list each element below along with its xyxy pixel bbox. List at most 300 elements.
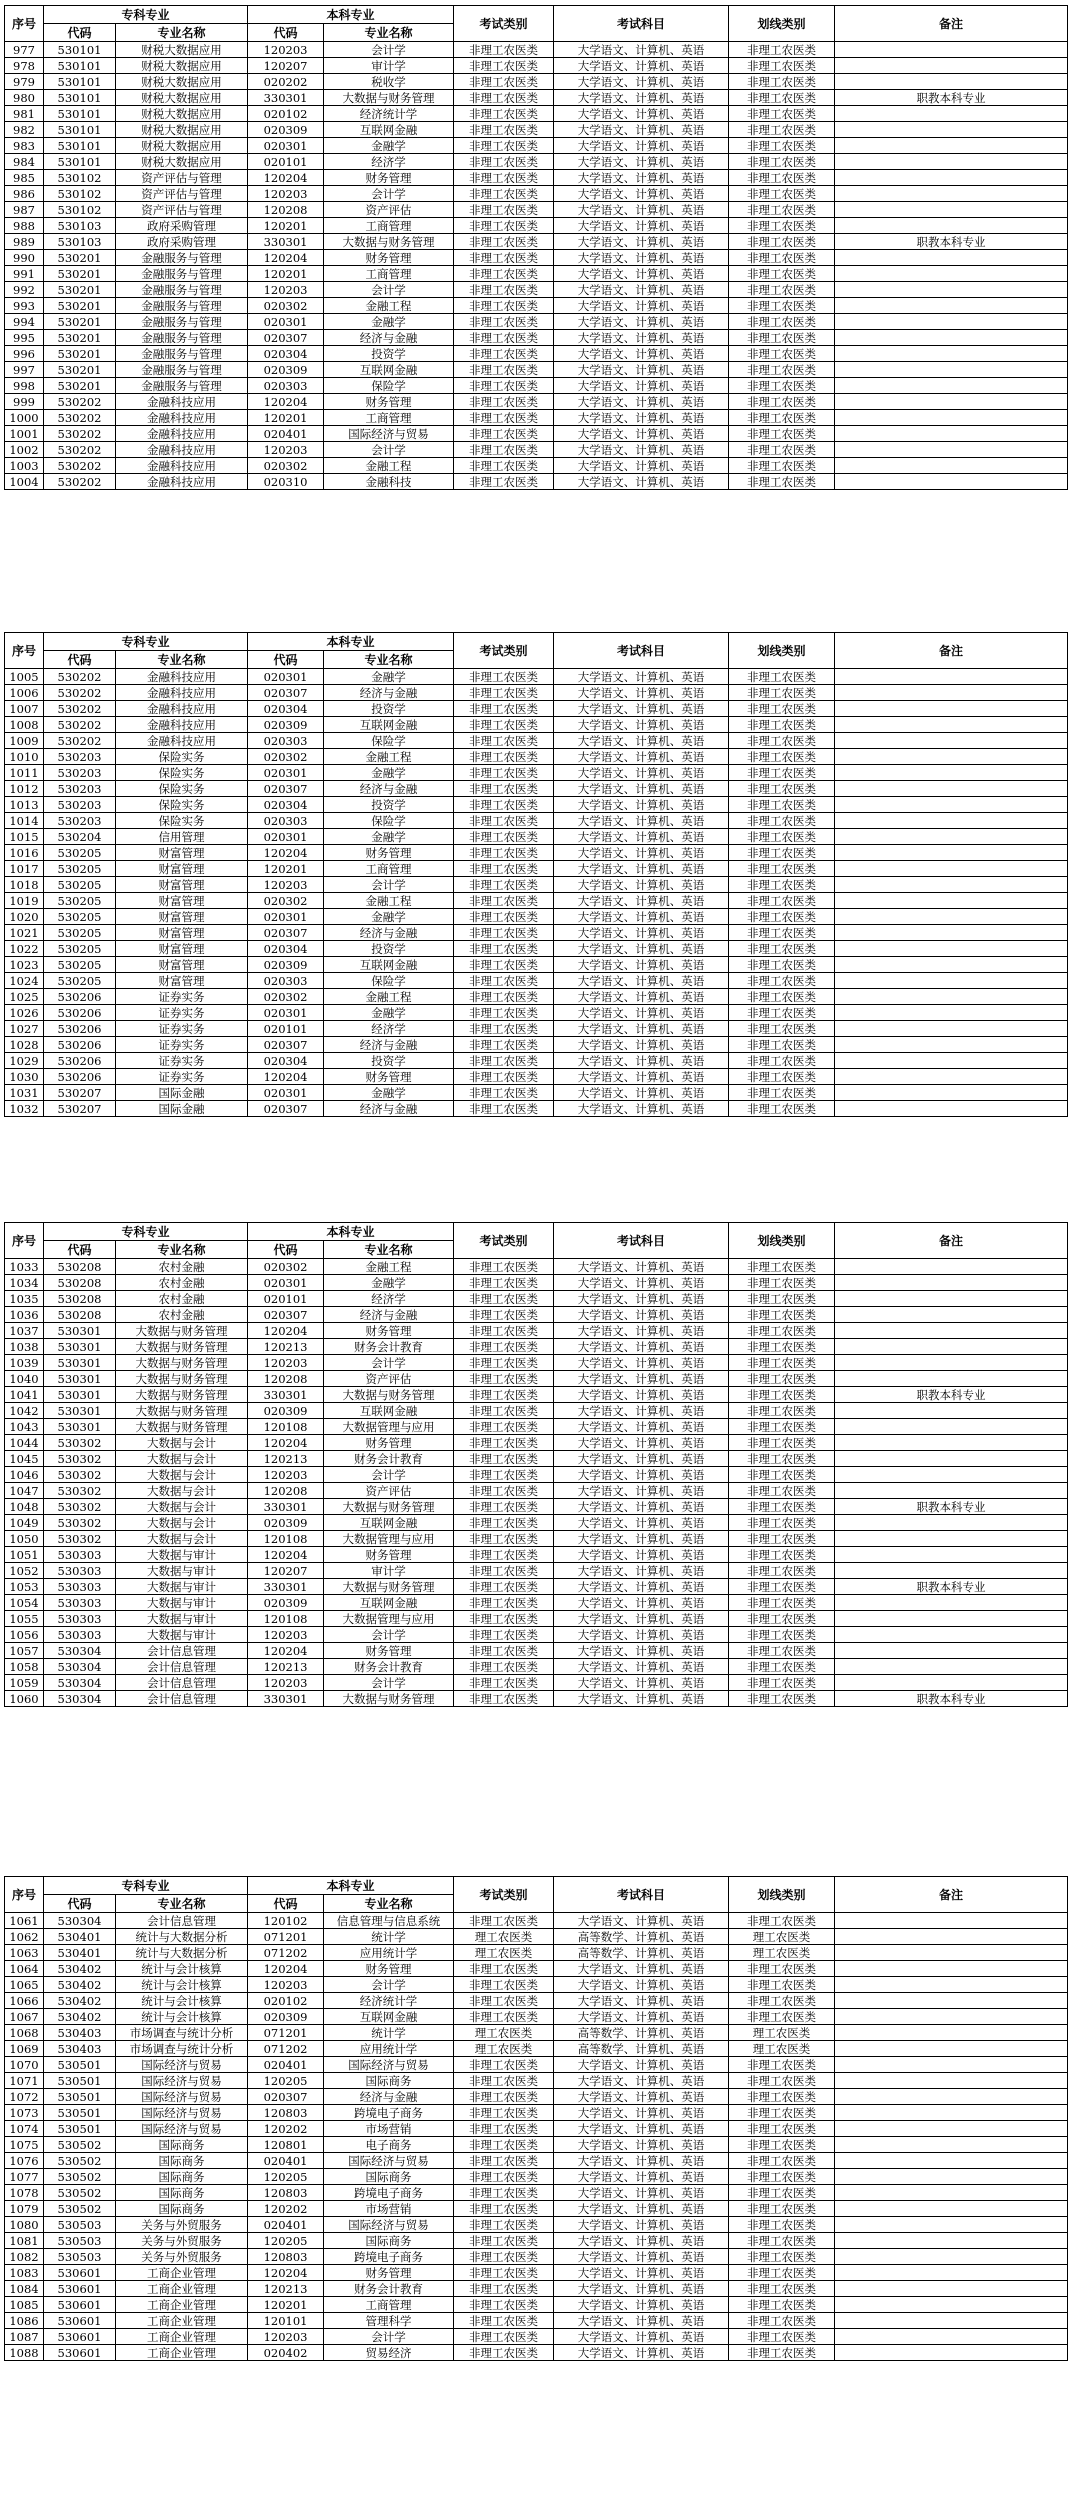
- bk-name-cell: 管理科学: [324, 2313, 454, 2329]
- bk-name-cell: 国际经济与贸易: [324, 2057, 454, 2073]
- zk-code-cell: 530303: [44, 1547, 116, 1563]
- bk-name-cell: 财务会计教育: [324, 1451, 454, 1467]
- line-type-cell: 非理工农医类: [729, 42, 835, 58]
- bk-code-cell: 120213: [248, 1451, 324, 1467]
- zk-code-cell: 530103: [44, 218, 116, 234]
- line-type-cell: 非理工农医类: [729, 989, 835, 1005]
- header-benke: 本科专业: [248, 1223, 454, 1241]
- seq-cell: 1056: [5, 1627, 44, 1643]
- seq-cell: 1005: [5, 669, 44, 685]
- zk-name-cell: 财富管理: [116, 845, 248, 861]
- bk-code-cell: 020303: [248, 378, 324, 394]
- remark-cell: [835, 1307, 1068, 1323]
- seq-cell: 1033: [5, 1259, 44, 1275]
- zk-name-cell: 大数据与会计: [116, 1531, 248, 1547]
- zk-code-cell: 530206: [44, 1069, 116, 1085]
- line-type-cell: 非理工农医类: [729, 1643, 835, 1659]
- line-type-cell: 理工农医类: [729, 2025, 835, 2041]
- zk-code-cell: 530206: [44, 1021, 116, 1037]
- zk-code-cell: 530202: [44, 426, 116, 442]
- bk-name-cell: 大数据与财务管理: [324, 1499, 454, 1515]
- seq-cell: 1062: [5, 1929, 44, 1945]
- exam-type-cell: 非理工农医类: [454, 2249, 554, 2265]
- remark-cell: 职教本科专业: [835, 1387, 1068, 1403]
- bk-code-cell: 020101: [248, 154, 324, 170]
- zk-code-cell: 530301: [44, 1419, 116, 1435]
- bk-name-cell: 电子商务: [324, 2137, 454, 2153]
- line-type-cell: 非理工农医类: [729, 1563, 835, 1579]
- zk-name-cell: 证券实务: [116, 1021, 248, 1037]
- seq-cell: 1053: [5, 1579, 44, 1595]
- zk-name-cell: 保险实务: [116, 813, 248, 829]
- exam-type-cell: 非理工农医类: [454, 58, 554, 74]
- table-row: [5, 2153, 1068, 2169]
- line-type-cell: 理工农医类: [729, 1945, 835, 1961]
- bk-name-cell: 金融学: [324, 765, 454, 781]
- table-row: [5, 1595, 1068, 1611]
- zk-code-cell: 530301: [44, 1323, 116, 1339]
- remark-cell: [835, 346, 1068, 362]
- remark-cell: [835, 1659, 1068, 1675]
- line-type-cell: 非理工农医类: [729, 749, 835, 765]
- bk-name-cell: 投资学: [324, 1053, 454, 1069]
- zk-code-cell: 530205: [44, 973, 116, 989]
- remark-cell: [835, 2265, 1068, 2281]
- table-row: [5, 1037, 1068, 1053]
- exam-subjects-cell: 大学语文、计算机、英语: [554, 2073, 729, 2089]
- bk-name-cell: 金融学: [324, 909, 454, 925]
- line-type-cell: 非理工农医类: [729, 2009, 835, 2025]
- zk-code-cell: 530303: [44, 1595, 116, 1611]
- table-row: [5, 154, 1068, 170]
- table-row: [5, 989, 1068, 1005]
- exam-subjects-cell: 大学语文、计算机、英语: [554, 2169, 729, 2185]
- bk-code-cell: 020301: [248, 1275, 324, 1291]
- exam-type-cell: 非理工农医类: [454, 2057, 554, 2073]
- header-bk-name: 专业名称: [324, 651, 454, 669]
- table-row: [5, 1961, 1068, 1977]
- table-row: [5, 717, 1068, 733]
- zk-code-cell: 530205: [44, 909, 116, 925]
- seq-cell: 1036: [5, 1307, 44, 1323]
- zk-code-cell: 530302: [44, 1531, 116, 1547]
- line-type-cell: 非理工农医类: [729, 877, 835, 893]
- bk-name-cell: 国际商务: [324, 2233, 454, 2249]
- table-row: [5, 1085, 1068, 1101]
- table-row: [5, 1101, 1068, 1117]
- bk-name-cell: 保险学: [324, 813, 454, 829]
- zk-code-cell: 530304: [44, 1691, 116, 1707]
- bk-code-cell: 020307: [248, 781, 324, 797]
- seq-cell: 1060: [5, 1691, 44, 1707]
- seq-cell: 980: [5, 90, 44, 106]
- bk-code-cell: 120102: [248, 1913, 324, 1929]
- line-type-cell: 非理工农医类: [729, 122, 835, 138]
- exam-subjects-cell: 大学语文、计算机、英语: [554, 2009, 729, 2025]
- zk-name-cell: 农村金融: [116, 1291, 248, 1307]
- exam-type-cell: 非理工农医类: [454, 298, 554, 314]
- remark-cell: [835, 829, 1068, 845]
- line-type-cell: 非理工农医类: [729, 202, 835, 218]
- bk-name-cell: 互联网金融: [324, 1595, 454, 1611]
- exam-subjects-cell: 大学语文、计算机、英语: [554, 2329, 729, 2345]
- exam-subjects-cell: 大学语文、计算机、英语: [554, 1691, 729, 1707]
- bk-name-cell: 财务管理: [324, 1069, 454, 1085]
- line-type-cell: 非理工农医类: [729, 829, 835, 845]
- seq-cell: 1013: [5, 797, 44, 813]
- remark-cell: [835, 186, 1068, 202]
- table-row: [5, 1355, 1068, 1371]
- table-row: [5, 1643, 1068, 1659]
- bk-name-cell: 应用统计学: [324, 1945, 454, 1961]
- table-row: [5, 2297, 1068, 2313]
- remark-cell: [835, 1547, 1068, 1563]
- zk-name-cell: 资产评估与管理: [116, 186, 248, 202]
- zk-code-cell: 530503: [44, 2249, 116, 2265]
- seq-cell: 1057: [5, 1643, 44, 1659]
- exam-type-cell: 非理工农医类: [454, 2153, 554, 2169]
- bk-code-cell: 330301: [248, 1499, 324, 1515]
- header-zk-name: 专业名称: [116, 1241, 248, 1259]
- seq-cell: 995: [5, 330, 44, 346]
- zk-name-cell: 政府采购管理: [116, 218, 248, 234]
- table-row: [5, 1675, 1068, 1691]
- bk-code-cell: 020304: [248, 941, 324, 957]
- bk-name-cell: 投资学: [324, 701, 454, 717]
- line-type-cell: 非理工农医类: [729, 1961, 835, 1977]
- table-row: [5, 749, 1068, 765]
- zk-name-cell: 国际商务: [116, 2201, 248, 2217]
- zk-name-cell: 金融服务与管理: [116, 346, 248, 362]
- table-row: [5, 829, 1068, 845]
- zk-name-cell: 财富管理: [116, 973, 248, 989]
- line-type-cell: 非理工农医类: [729, 1371, 835, 1387]
- remark-cell: [835, 394, 1068, 410]
- exam-type-cell: 非理工农医类: [454, 1387, 554, 1403]
- zk-name-cell: 工商企业管理: [116, 2345, 248, 2361]
- bk-code-cell: 020301: [248, 829, 324, 845]
- seq-cell: 1069: [5, 2041, 44, 2057]
- table-row: [5, 90, 1068, 106]
- exam-type-cell: 非理工农医类: [454, 2137, 554, 2153]
- seq-cell: 1030: [5, 1069, 44, 1085]
- exam-type-cell: 非理工农医类: [454, 234, 554, 250]
- bk-code-cell: 020307: [248, 2089, 324, 2105]
- line-type-cell: 非理工农医类: [729, 1037, 835, 1053]
- table-row: [5, 1659, 1068, 1675]
- seq-cell: 1007: [5, 701, 44, 717]
- bk-code-cell: 020301: [248, 765, 324, 781]
- bk-code-cell: 020401: [248, 426, 324, 442]
- zk-name-cell: 保险实务: [116, 765, 248, 781]
- line-type-cell: 非理工农医类: [729, 1531, 835, 1547]
- line-type-cell: 非理工农医类: [729, 330, 835, 346]
- line-type-cell: 非理工农医类: [729, 138, 835, 154]
- remark-cell: [835, 1069, 1068, 1085]
- bk-name-cell: 大数据与财务管理: [324, 1691, 454, 1707]
- bk-name-cell: 大数据管理与应用: [324, 1611, 454, 1627]
- zk-name-cell: 农村金融: [116, 1307, 248, 1323]
- exam-subjects-cell: 大学语文、计算机、英语: [554, 1993, 729, 2009]
- header-bk-code: 代码: [248, 1241, 324, 1259]
- zk-name-cell: 会计信息管理: [116, 1659, 248, 1675]
- bk-code-cell: 330301: [248, 234, 324, 250]
- table-row: [5, 2313, 1068, 2329]
- line-type-cell: 非理工农医类: [729, 2265, 835, 2281]
- header-exam-type: 考试类别: [454, 6, 554, 42]
- bk-code-cell: 120108: [248, 1419, 324, 1435]
- zk-name-cell: 大数据与会计: [116, 1483, 248, 1499]
- line-type-cell: 非理工农医类: [729, 298, 835, 314]
- exam-type-cell: 非理工农医类: [454, 765, 554, 781]
- bk-name-cell: 经济与金融: [324, 685, 454, 701]
- table-row: [5, 2281, 1068, 2297]
- exam-type-cell: 非理工农医类: [454, 1547, 554, 1563]
- seq-cell: 1044: [5, 1435, 44, 1451]
- table-row: [5, 2265, 1068, 2281]
- bk-name-cell: 金融学: [324, 669, 454, 685]
- remark-cell: [835, 1403, 1068, 1419]
- seq-cell: 1029: [5, 1053, 44, 1069]
- seq-cell: 1072: [5, 2089, 44, 2105]
- zk-code-cell: 530101: [44, 154, 116, 170]
- exam-subjects-cell: 大学语文、计算机、英语: [554, 58, 729, 74]
- seq-cell: 1006: [5, 685, 44, 701]
- seq-cell: 1045: [5, 1451, 44, 1467]
- remark-cell: [835, 2121, 1068, 2137]
- exam-type-cell: 非理工农医类: [454, 1339, 554, 1355]
- exam-subjects-cell: 大学语文、计算机、英语: [554, 2265, 729, 2281]
- exam-subjects-cell: 大学语文、计算机、英语: [554, 474, 729, 490]
- exam-subjects-cell: 大学语文、计算机、英语: [554, 106, 729, 122]
- zk-code-cell: 530201: [44, 362, 116, 378]
- exam-type-cell: 非理工农医类: [454, 1291, 554, 1307]
- bk-code-cell: 120213: [248, 2281, 324, 2297]
- line-type-cell: 非理工农医类: [729, 1977, 835, 1993]
- zk-code-cell: 530502: [44, 2153, 116, 2169]
- seq-cell: 990: [5, 250, 44, 266]
- bk-name-cell: 互联网金融: [324, 1403, 454, 1419]
- table-row: [5, 1993, 1068, 2009]
- bk-code-cell: 120203: [248, 1355, 324, 1371]
- zk-name-cell: 保险实务: [116, 781, 248, 797]
- remark-cell: [835, 314, 1068, 330]
- bk-name-cell: 财务管理: [324, 1547, 454, 1563]
- table-row: [5, 2025, 1068, 2041]
- remark-cell: [835, 669, 1068, 685]
- bk-code-cell: 020309: [248, 1515, 324, 1531]
- exam-type-cell: 非理工农医类: [454, 2009, 554, 2025]
- zk-code-cell: 530206: [44, 1005, 116, 1021]
- table-row: [5, 234, 1068, 250]
- bk-name-cell: 经济与金融: [324, 1037, 454, 1053]
- remark-cell: [835, 893, 1068, 909]
- exam-subjects-cell: 大学语文、计算机、英语: [554, 1307, 729, 1323]
- table-row: [5, 1483, 1068, 1499]
- seq-cell: 1078: [5, 2185, 44, 2201]
- line-type-cell: 非理工农医类: [729, 2233, 835, 2249]
- zk-name-cell: 国际经济与贸易: [116, 2121, 248, 2137]
- remark-cell: [835, 2169, 1068, 2185]
- zk-code-cell: 530303: [44, 1579, 116, 1595]
- exam-subjects-cell: 大学语文、计算机、英语: [554, 925, 729, 941]
- exam-subjects-cell: 大学语文、计算机、英语: [554, 2217, 729, 2233]
- bk-code-cell: 020302: [248, 989, 324, 1005]
- line-type-cell: 非理工农医类: [729, 2089, 835, 2105]
- zk-name-cell: 大数据与财务管理: [116, 1387, 248, 1403]
- zk-name-cell: 金融科技应用: [116, 458, 248, 474]
- seq-cell: 1070: [5, 2057, 44, 2073]
- line-type-cell: 非理工农医类: [729, 973, 835, 989]
- table-row: [5, 2041, 1068, 2057]
- exam-subjects-cell: 大学语文、计算机、英语: [554, 186, 729, 202]
- bk-code-cell: 120207: [248, 58, 324, 74]
- remark-cell: [835, 2329, 1068, 2345]
- seq-cell: 1059: [5, 1675, 44, 1691]
- exam-type-cell: 非理工农医类: [454, 458, 554, 474]
- exam-type-cell: 非理工农医类: [454, 701, 554, 717]
- bk-name-cell: 保险学: [324, 733, 454, 749]
- remark-cell: [835, 122, 1068, 138]
- line-type-cell: 非理工农医类: [729, 1355, 835, 1371]
- line-type-cell: 非理工农医类: [729, 1595, 835, 1611]
- remark-cell: [835, 717, 1068, 733]
- table-section-1: [4, 5, 1067, 490]
- header-remark: 备注: [835, 6, 1068, 42]
- remark-cell: [835, 1323, 1068, 1339]
- bk-name-cell: 互联网金融: [324, 1515, 454, 1531]
- table-row: [5, 957, 1068, 973]
- remark-cell: [835, 1945, 1068, 1961]
- exam-type-cell: 非理工农医类: [454, 378, 554, 394]
- bk-code-cell: 120801: [248, 2137, 324, 2153]
- bk-code-cell: 020401: [248, 2153, 324, 2169]
- bk-name-cell: 大数据与财务管理: [324, 90, 454, 106]
- zk-name-cell: 金融服务与管理: [116, 282, 248, 298]
- header-bk-code: 代码: [248, 24, 324, 42]
- bk-code-cell: 120108: [248, 1531, 324, 1547]
- zk-code-cell: 530101: [44, 122, 116, 138]
- remark-cell: [835, 330, 1068, 346]
- exam-type-cell: 非理工农医类: [454, 1259, 554, 1275]
- zk-code-cell: 530304: [44, 1913, 116, 1929]
- exam-type-cell: 非理工农医类: [454, 829, 554, 845]
- bk-name-cell: 金融工程: [324, 989, 454, 1005]
- line-type-cell: 非理工农医类: [729, 2105, 835, 2121]
- bk-code-cell: 120207: [248, 1563, 324, 1579]
- table-row: [5, 346, 1068, 362]
- zk-name-cell: 证券实务: [116, 1037, 248, 1053]
- exam-subjects-cell: 大学语文、计算机、英语: [554, 2249, 729, 2265]
- header-line-type: 划线类别: [729, 6, 835, 42]
- exam-subjects-cell: 大学语文、计算机、英语: [554, 2153, 729, 2169]
- exam-type-cell: 非理工农医类: [454, 845, 554, 861]
- exam-subjects-cell: 大学语文、计算机、英语: [554, 781, 729, 797]
- remark-cell: [835, 1563, 1068, 1579]
- remark-cell: [835, 1961, 1068, 1977]
- bk-code-cell: 120213: [248, 1339, 324, 1355]
- exam-subjects-cell: 大学语文、计算机、英语: [554, 1339, 729, 1355]
- remark-cell: [835, 989, 1068, 1005]
- seq-cell: 1020: [5, 909, 44, 925]
- zk-code-cell: 530502: [44, 2169, 116, 2185]
- bk-name-cell: 财务管理: [324, 1435, 454, 1451]
- exam-type-cell: 非理工农医类: [454, 1085, 554, 1101]
- seq-cell: 1002: [5, 442, 44, 458]
- zk-code-cell: 530202: [44, 733, 116, 749]
- exam-type-cell: 非理工农医类: [454, 1323, 554, 1339]
- exam-type-cell: 非理工农医类: [454, 1069, 554, 1085]
- table-row: [5, 1929, 1068, 1945]
- zk-code-cell: 530601: [44, 2281, 116, 2297]
- remark-cell: [835, 781, 1068, 797]
- zk-code-cell: 530304: [44, 1659, 116, 1675]
- seq-cell: 1063: [5, 1945, 44, 1961]
- line-type-cell: 非理工农医类: [729, 1659, 835, 1675]
- zk-name-cell: 大数据与审计: [116, 1563, 248, 1579]
- bk-code-cell: 020304: [248, 1053, 324, 1069]
- bk-code-cell: 120204: [248, 1547, 324, 1563]
- bk-name-cell: 会计学: [324, 1675, 454, 1691]
- exam-subjects-cell: 大学语文、计算机、英语: [554, 1627, 729, 1643]
- bk-name-cell: 经济与金融: [324, 1307, 454, 1323]
- remark-cell: [835, 2153, 1068, 2169]
- line-type-cell: 非理工农医类: [729, 1483, 835, 1499]
- seq-cell: 993: [5, 298, 44, 314]
- bk-name-cell: 财务会计教育: [324, 1659, 454, 1675]
- bk-code-cell: 071202: [248, 2041, 324, 2057]
- line-type-cell: 非理工农医类: [729, 1085, 835, 1101]
- header-exam-subjects: 考试科目: [554, 6, 729, 42]
- exam-type-cell: 非理工农医类: [454, 314, 554, 330]
- zk-code-cell: 530401: [44, 1945, 116, 1961]
- exam-type-cell: 非理工农医类: [454, 2265, 554, 2281]
- exam-type-cell: 非理工农医类: [454, 410, 554, 426]
- remark-cell: [835, 2073, 1068, 2089]
- bk-name-cell: 保险学: [324, 378, 454, 394]
- seq-cell: 1015: [5, 829, 44, 845]
- zk-code-cell: 530202: [44, 474, 116, 490]
- table-row: [5, 1563, 1068, 1579]
- line-type-cell: 非理工农医类: [729, 1515, 835, 1531]
- bk-code-cell: 020309: [248, 362, 324, 378]
- exam-type-cell: 非理工农医类: [454, 1659, 554, 1675]
- bk-code-cell: 120203: [248, 2329, 324, 2345]
- exam-type-cell: 非理工农医类: [454, 1531, 554, 1547]
- bk-name-cell: 金融科技: [324, 474, 454, 490]
- seq-cell: 1085: [5, 2297, 44, 2313]
- zk-code-cell: 530302: [44, 1451, 116, 1467]
- table-row: [5, 314, 1068, 330]
- header-zhuanke: 专科专业: [44, 1877, 248, 1895]
- bk-name-cell: 财务管理: [324, 250, 454, 266]
- exam-type-cell: 非理工农医类: [454, 1691, 554, 1707]
- remark-cell: [835, 1611, 1068, 1627]
- exam-subjects-cell: 大学语文、计算机、英语: [554, 1451, 729, 1467]
- zk-code-cell: 530601: [44, 2329, 116, 2345]
- seq-cell: 1052: [5, 1563, 44, 1579]
- bk-name-cell: 会计学: [324, 1627, 454, 1643]
- zk-code-cell: 530101: [44, 106, 116, 122]
- table-row: [5, 1371, 1068, 1387]
- zk-code-cell: 530206: [44, 1053, 116, 1069]
- header-bk-code: 代码: [248, 651, 324, 669]
- exam-subjects-cell: 大学语文、计算机、英语: [554, 2057, 729, 2073]
- zk-name-cell: 财税大数据应用: [116, 106, 248, 122]
- remark-cell: [835, 1085, 1068, 1101]
- zk-name-cell: 财税大数据应用: [116, 58, 248, 74]
- zk-code-cell: 530503: [44, 2217, 116, 2233]
